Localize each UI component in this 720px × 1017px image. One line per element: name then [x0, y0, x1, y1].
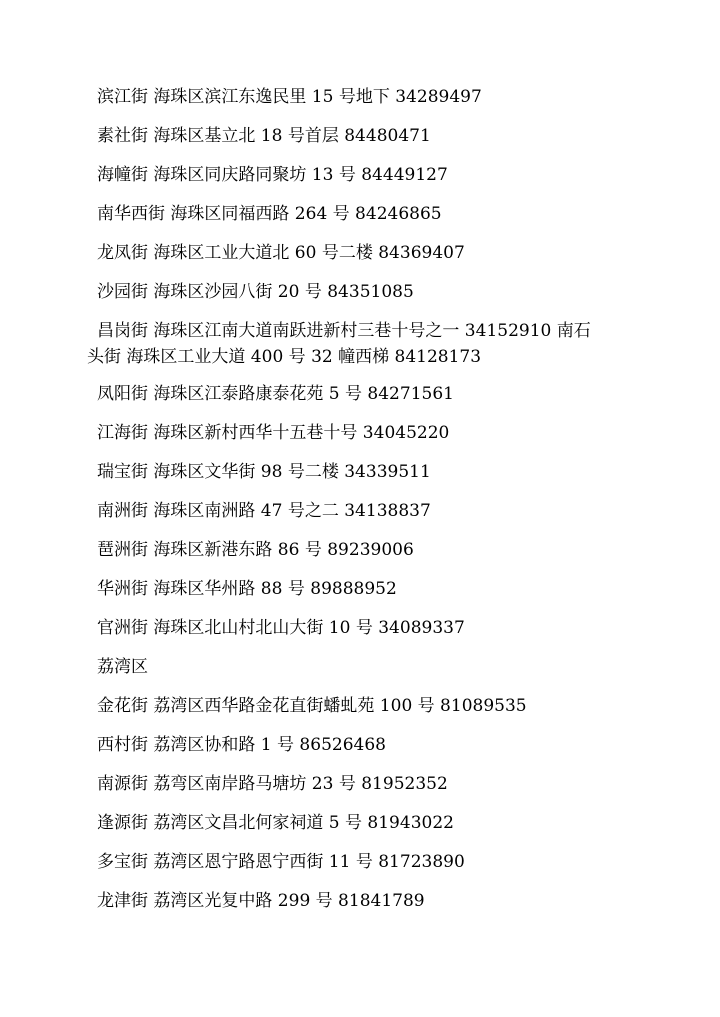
list-item-shayuan: 沙园街 海珠区沙园八街 20 号 84351085 [97, 282, 414, 302]
list-item-fengyuan: 逢源街 荔湾区文昌北何家祠道 5 号 81943022 [97, 813, 454, 833]
section-heading-liwan: 荔湾区 [97, 657, 148, 677]
list-item-haichuang: 海幢街 海珠区同庆路同聚坊 13 号 84449127 [97, 165, 448, 185]
street-office-list [87, 86, 677, 929]
list-item-guanzhou: 官洲街 海珠区北山村北山大街 10 号 34089337 [97, 618, 465, 638]
list-item-huazhou: 华洲街 海珠区华州路 88 号 89888952 [97, 579, 397, 599]
list-item-jianghai: 江海街 海珠区新村西华十五巷十号 34045220 [97, 423, 450, 443]
list-item-fengyang: 凤阳街 海珠区江泰路康泰花苑 5 号 84271561 [97, 384, 454, 404]
list-item-nanzhou: 南洲街 海珠区南洲路 47 号之二 34138837 [97, 501, 431, 521]
list-item-xicun: 西村街 荔湾区协和路 1 号 86526468 [97, 735, 386, 755]
list-item-duobao: 多宝街 荔湾区恩宁路恩宁西街 11 号 81723890 [97, 852, 465, 872]
list-item-pazhou: 琶洲街 海珠区新港东路 86 号 89239006 [97, 540, 414, 560]
list-item-longjin: 龙津街 荔湾区光复中路 299 号 81841789 [97, 891, 425, 911]
list-item-longfeng: 龙凤街 海珠区工业大道北 60 号二楼 84369407 [97, 243, 465, 263]
list-item-changgang-line2: 头街 海珠区工业大道 400 号 32 幢西梯 84128173 [87, 347, 482, 367]
list-item-binjiang: 滨江街 海珠区滨江东逸民里 15 号地下 34289497 [97, 87, 482, 107]
list-item-nanyuan: 南源街 荔弯区南岸路马塘坊 23 号 81952352 [97, 774, 448, 794]
list-item-ruibao: 瑞宝街 海珠区文华街 98 号二楼 34339511 [97, 462, 431, 482]
list-item-sushe: 素社街 海珠区基立北 18 号首层 84480471 [97, 126, 431, 146]
list-item-changgang-line1: 昌岗街 海珠区江南大道南跃进新村三巷十号之一 34152910 南石 [97, 321, 591, 341]
list-item-jinhua: 金花街 荔湾区西华路金花直街蟠虬苑 100 号 81089535 [97, 696, 527, 716]
list-item-changgang-nanshitou [87, 318, 677, 370]
list-item-nanhuaxi: 南华西街 海珠区同福西路 264 号 84246865 [97, 204, 442, 224]
